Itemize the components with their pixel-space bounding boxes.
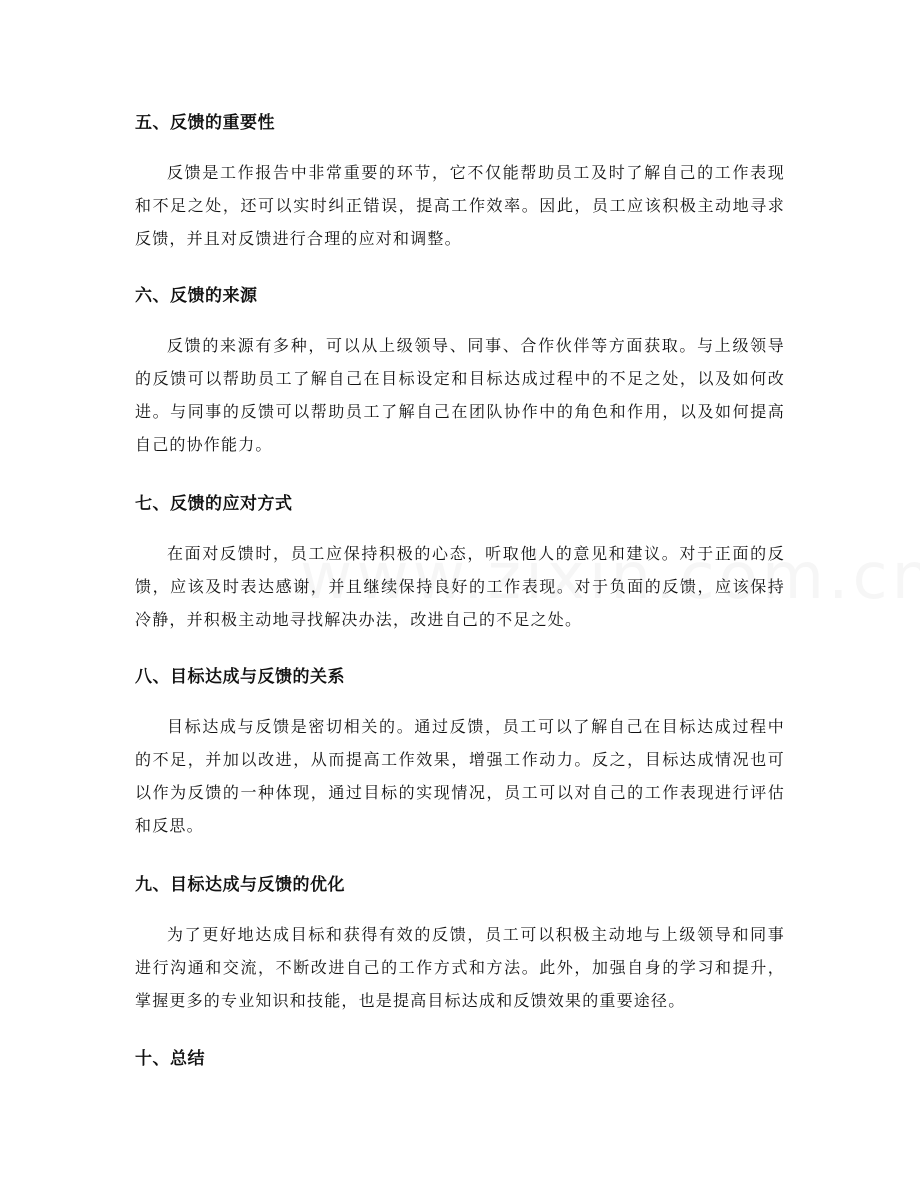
- text-line: 行评估和反思。: [135, 783, 785, 835]
- section-importance: [135, 112, 785, 134]
- text-line: 现和不足之处，还可以实时纠正错误，提高工作效率。因此，员工应该积极主动地: [135, 163, 785, 215]
- section-response-body: [135, 537, 785, 636]
- text-line: 寻求反馈，并且对反馈进行合理的应对和调整。: [135, 196, 785, 248]
- text-line: 为了更好地达成目标和获得有效的反馈，员工可以积极主动地与上级领导和同: [167, 925, 768, 944]
- section-heading: 五、反馈的重要性: [135, 113, 275, 133]
- text-line: 反馈是工作报告中非常重要的环节，它不仅能帮助员工及时了解自己的工作表: [167, 163, 768, 182]
- paragraph: [135, 710, 785, 842]
- section-heading: 十、总结: [135, 1049, 205, 1069]
- section-optimization-body: [135, 918, 785, 1017]
- text-line: 反馈，应该及时表达感谢，并且继续保持良好的工作表现。对于负面的反馈，应该: [135, 544, 785, 596]
- section-sources-body: [135, 329, 785, 461]
- section-sources: [135, 285, 785, 307]
- section-heading: 八、目标达成与反馈的关系: [135, 667, 345, 687]
- text-line: 也可以作为反馈的一种体现，通过目标的实现情况，员工可以对自己的工作表现进: [135, 750, 785, 802]
- text-line: 反馈的来源有多种，可以从上级领导、同事、合作伙伴等方面获取。与上级领: [167, 336, 768, 355]
- section-importance-body: [135, 156, 785, 255]
- paragraph: [135, 537, 785, 636]
- paragraph: [135, 918, 785, 1017]
- text-line: 何提高自己的协作能力。: [135, 402, 785, 454]
- section-response: [135, 493, 785, 515]
- text-line: 保持冷静，并积极主动地寻找解决办法，改进自己的不足之处。: [135, 577, 785, 629]
- text-line: 何改进。与同事的反馈可以帮助员工了解自己在团队协作中的角色和作用，以及如: [135, 369, 785, 421]
- section-heading: 九、目标达成与反馈的优化: [135, 875, 345, 895]
- section-summary: [135, 1048, 785, 1070]
- paragraph: [135, 156, 785, 255]
- section-optimization: [135, 874, 785, 896]
- text-line: 目标达成与反馈是密切相关的。通过反馈，员工可以了解自己在目标达成过程: [167, 717, 768, 736]
- section-relationship-body: [135, 710, 785, 842]
- paragraph: [135, 329, 785, 461]
- text-line: 在面对反馈时，员工应保持积极的心态，听取他人的意见和建议。对于正面的: [167, 544, 768, 563]
- text-line: 事进行沟通和交流，不断改进自己的工作方式和方法。此外，加强自身的学习和提: [135, 925, 785, 977]
- text-line: 导的反馈可以帮助员工了解自己在目标设定和目标达成过程中的不足之处，以及如: [135, 336, 785, 388]
- section-heading: 七、反馈的应对方式: [135, 494, 293, 514]
- text-line: 升，掌握更多的专业知识和技能，也是提高目标达成和反馈效果的重要途径。: [135, 958, 785, 1010]
- section-relationship: [135, 666, 785, 688]
- text-line: 中的不足，并加以改进，从而提高工作效果，增强工作动力。反之，目标达成情况: [135, 717, 785, 769]
- section-heading: 六、反馈的来源: [135, 286, 258, 306]
